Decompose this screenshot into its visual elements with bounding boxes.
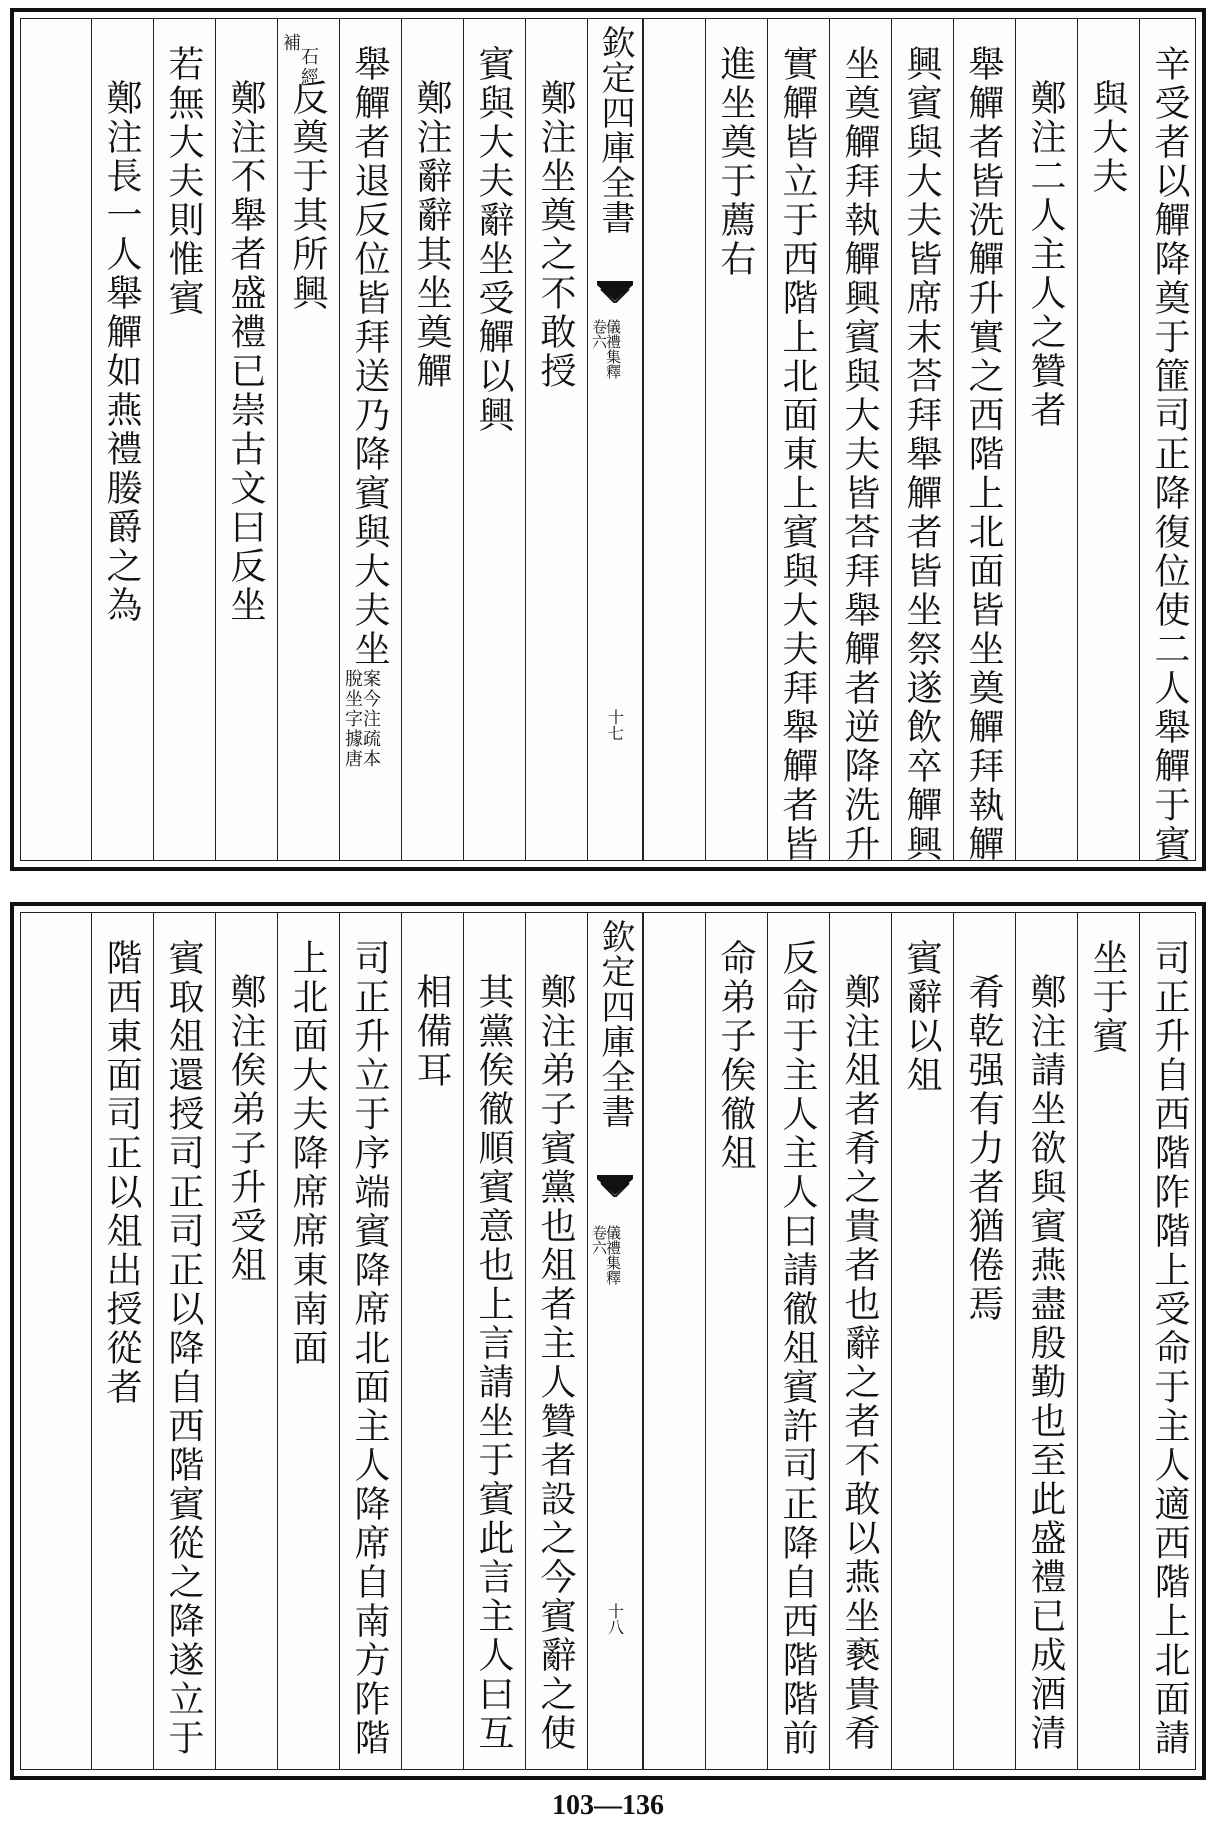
footer-page-label: 103—136 — [552, 1790, 664, 1821]
top-page — [10, 8, 1206, 871]
annotation-note: 石經 — [298, 47, 319, 87]
text-column: 鄭注俟弟子升受俎 — [215, 913, 277, 1769]
text-column: 鄭注二人主人之贊者 — [1015, 19, 1077, 860]
annotation-note: 脫坐字據唐 — [342, 669, 363, 769]
page-number: 十八 — [605, 1603, 625, 1635]
bottom-page-frame — [20, 912, 1196, 1770]
book-title: 欽定四庫全書 — [595, 25, 635, 235]
text-column: 舉觶者退反位皆拜送乃降賓與大夫坐 — [339, 19, 401, 860]
text-column: 實觶皆立于西階上北面東上賓與大夫拜舉觶者皆 — [767, 19, 829, 860]
page-number: 十七 — [605, 709, 625, 741]
top-page-frame — [20, 18, 1196, 864]
text-column: 反奠于其所興 — [277, 19, 339, 860]
fishtail-mark-icon — [597, 1175, 633, 1197]
text-column: 賓辭以俎 — [891, 913, 953, 1769]
text-column: 賓與大夫辭坐受觶以興 — [463, 19, 525, 860]
text-column: 鄭注辭辭其坐奠觶 — [401, 19, 463, 860]
text-column — [643, 913, 705, 1769]
text-column: 辛受者以觶降奠于篚司正降復位使二人舉觶于賓 — [1139, 19, 1201, 860]
text-column: 命弟子俟徹俎 — [705, 913, 767, 1769]
text-column: 階西東面司正以俎出授從者 — [91, 913, 153, 1769]
volume-label: 卷六 — [590, 319, 608, 349]
text-column: 進坐奠于薦右 — [705, 19, 767, 860]
volume-label: 卷六 — [590, 1225, 608, 1255]
text-column: 坐奠觶拜執觶興賓與大夫皆荅拜舉觶者逆降洗升 — [829, 19, 891, 860]
book-title: 欽定四庫全書 — [595, 919, 635, 1129]
text-column: 鄭注不舉者盛禮已崇古文曰反坐 — [215, 19, 277, 860]
fishtail-mark-icon — [597, 281, 633, 303]
text-column: 鄭注請坐欲與賓燕盡殷勤也至此盛禮已成酒清 — [1015, 913, 1077, 1769]
book-name: 儀禮集釋 — [604, 319, 622, 379]
text-column: 與大夫 — [1077, 19, 1139, 860]
text-column: 鄭注長一人舉觶如燕禮媵爵之為 — [91, 19, 153, 860]
center-fold-column — [587, 19, 643, 860]
text-column: 相備耳 — [401, 913, 463, 1769]
bottom-page — [10, 902, 1206, 1780]
text-column: 上北面大夫降席席東南面 — [277, 913, 339, 1769]
text-column: 肴乾强有力者猶倦焉 — [953, 913, 1015, 1769]
text-column: 鄭注俎者肴之貴者也辭之者不敢以燕坐褻貴肴 — [829, 913, 891, 1769]
text-column: 坐于賓 — [1077, 913, 1139, 1769]
text-column: 興賓與大夫皆席末荅拜舉觶者皆坐祭遂飲卒觶興 — [891, 19, 953, 860]
book-name: 儀禮集釋 — [604, 1225, 622, 1285]
annotation-note: 案今注疏本 — [360, 669, 381, 769]
text-column: 其黨俟徹順賓意也上言請坐于賓此言主人曰互 — [463, 913, 525, 1769]
text-column: 鄭注坐奠之不敢授 — [525, 19, 587, 860]
text-column: 鄭注弟子賓黨也俎者主人贊者設之今賓辭之使 — [525, 913, 587, 1769]
center-fold-column — [587, 913, 643, 1769]
text-column: 舉觶者皆洗觶升實之西階上北面皆坐奠觶拜執觶 — [953, 19, 1015, 860]
text-column: 賓取俎還授司正司正以降自西階賓從之降遂立于 — [153, 913, 215, 1769]
text-column — [643, 19, 705, 860]
text-column: 司正升立于序端賓降席北面主人降席自南方阼階 — [339, 913, 401, 1769]
text-column: 反命于主人主人曰請徹俎賓許司正降自西階階前 — [767, 913, 829, 1769]
annotation-note: 補 — [280, 33, 301, 53]
text-column: 若無大夫則惟賓 — [153, 19, 215, 860]
text-column: 司正升自西階阼階上受命于主人適西階上北面請 — [1139, 913, 1201, 1769]
